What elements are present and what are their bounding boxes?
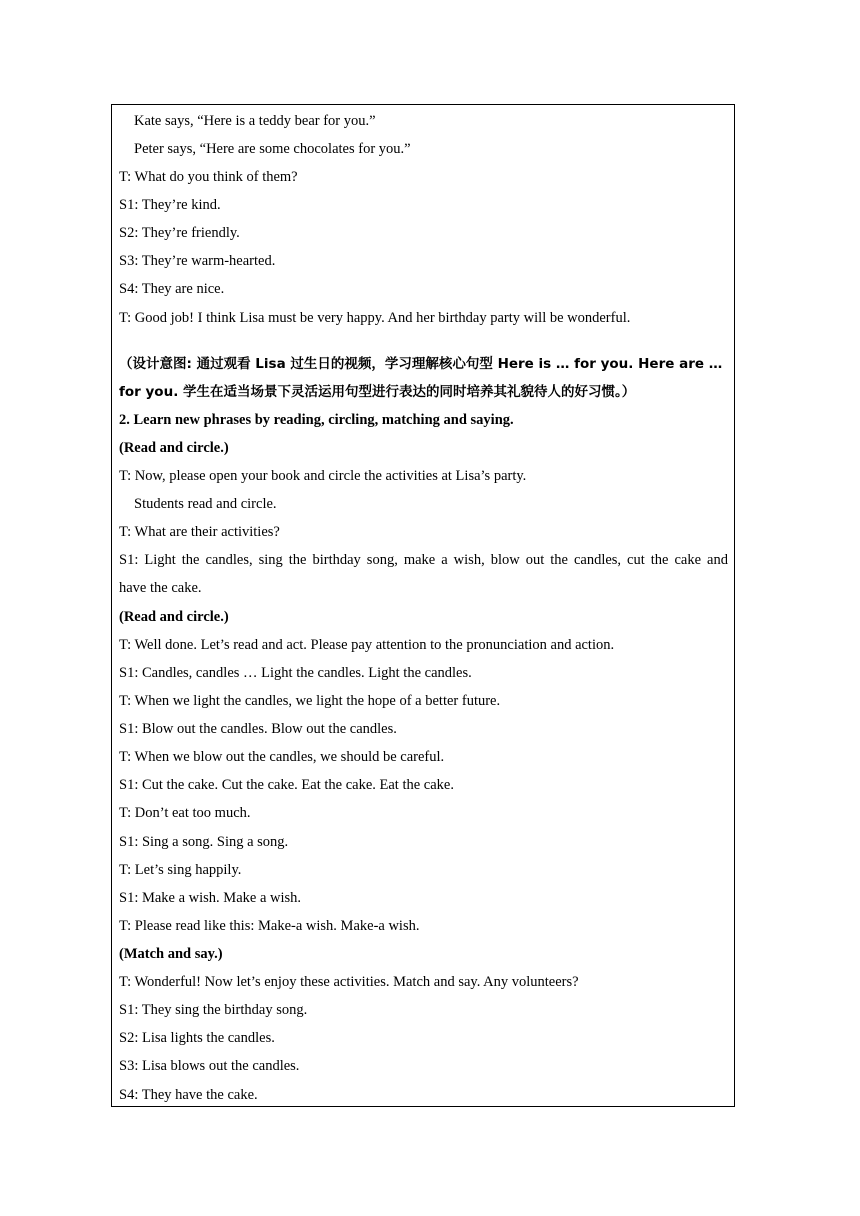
text-line: have the cake. — [119, 580, 202, 596]
text-line: Students read and circle. — [134, 496, 277, 512]
text-line: S4: They are nice. — [119, 281, 225, 297]
design-intent-line: （设计意图: 通过观看 Lisa 过生日的视频，学习理解核心句型 Here is … for you. Here are … — [119, 356, 723, 372]
sub-heading: (Read and circle.) — [119, 609, 229, 625]
text-line: S2: They’re friendly. — [119, 225, 240, 241]
text-line: T: Well done. Let’s read and act. Please pay attention to the pronunciation and action. — [119, 637, 615, 653]
text-line: S1: Light the candles, sing the birthday song, make a wish, blow out the candles, cut the cake and — [119, 552, 728, 568]
text-line: S1: They’re kind. — [119, 197, 221, 213]
sub-heading: (Read and circle.) — [119, 440, 229, 456]
text-line: S4: They have the cake. — [119, 1087, 258, 1103]
text-line: S1: Cut the cake. Cut the cake. Eat the cake. Eat the cake. — [119, 777, 454, 793]
text-line: T: Wonderful! Now let’s enjoy these activities. Match and say. Any volunteers? — [119, 974, 579, 990]
text-line: T: Good job! I think Lisa must be very happy. And her birthday party will be wonderful. — [119, 310, 631, 326]
text-line: S3: They’re warm-hearted. — [119, 253, 276, 269]
text-line: T: Don’t eat too much. — [119, 805, 251, 821]
text-line: T: Please read like this: Make-a wish. Make-a wish. — [119, 918, 420, 934]
section-heading: 2. Learn new phrases by reading, circling, matching and saying. — [119, 412, 514, 428]
sub-heading: (Match and say.) — [119, 946, 223, 962]
text-line: S1: They sing the birthday song. — [119, 1002, 308, 1018]
text-line: T: Let’s sing happily. — [119, 862, 242, 878]
text-line: Kate says, “Here is a teddy bear for you.” — [134, 113, 376, 129]
text-line: T: Now, please open your book and circle the activities at Lisa’s party. — [119, 468, 527, 484]
text-line: Peter says, “Here are some chocolates for you.” — [134, 141, 411, 157]
text-line: S1: Sing a song. Sing a song. — [119, 834, 289, 850]
text-line: T: When we light the candles, we light the hope of a better future. — [119, 693, 501, 709]
text-line: T: What do you think of them? — [119, 169, 298, 185]
design-intent-line: for you. 学生在适当场景下灵活运用句型进行表达的同时培养其礼貌待人的好习惯。） — [119, 384, 636, 400]
text-line: S1: Blow out the candles. Blow out the candles. — [119, 721, 397, 737]
text-line: T: What are their activities? — [119, 524, 280, 540]
text-line: S1: Make a wish. Make a wish. — [119, 890, 302, 906]
text-line: S1: Candles, candles … Light the candles. Light the candles. — [119, 665, 472, 681]
lesson-plan-table-cell — [111, 104, 735, 1107]
text-line: T: When we blow out the candles, we should be careful. — [119, 749, 445, 765]
text-line: S2: Lisa lights the candles. — [119, 1030, 275, 1046]
text-line: S3: Lisa blows out the candles. — [119, 1058, 300, 1074]
